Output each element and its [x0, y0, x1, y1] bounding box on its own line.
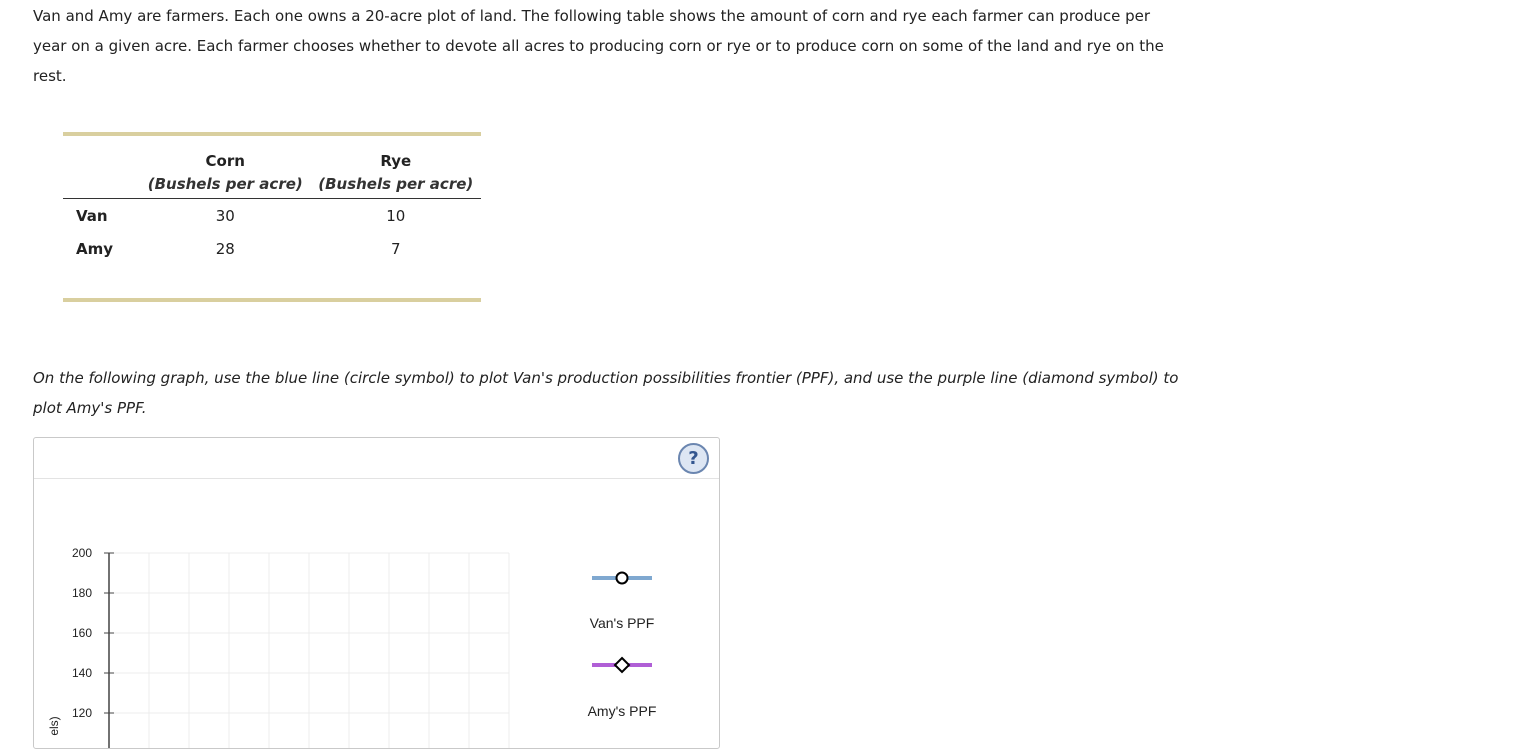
y-axis-label: els): [47, 716, 61, 736]
table-row: [63, 199, 481, 233]
legend-van[interactable]: [590, 573, 655, 632]
col-header-rye: Rye: [380, 152, 412, 170]
amy-ppf-diamond-icon: [615, 658, 629, 672]
cell-van-rye: 10: [386, 206, 406, 225]
col-header-corn: Corn: [205, 152, 245, 170]
production-table: [63, 132, 481, 302]
cell-van-corn: 30: [215, 206, 235, 225]
col-unit-rye: (Bushels per acre): [311, 170, 482, 199]
graph-panel: [33, 437, 720, 749]
table-corner-unit: [63, 170, 140, 199]
table-bottom-rule: [63, 298, 481, 302]
y-axis-ticks: [72, 546, 114, 720]
legend-label-van: Van's PPF: [589, 615, 655, 631]
y-tick-label: 140: [71, 666, 92, 680]
ppf-chart[interactable]: [34, 438, 719, 748]
table-row: [63, 232, 481, 265]
legend-amy[interactable]: [588, 658, 657, 719]
row-label-van: Van: [76, 206, 108, 225]
van-ppf-circle-icon: [617, 573, 628, 584]
graph-instructions: On the following graph, use the blue line (circle symbol) to plot Van's production possibilities frontier (PPF), and use the purple line (diamond symbol) to plot Amy's PPF.: [33, 369, 1179, 417]
chart-grid: [109, 553, 509, 748]
y-tick-label: 200: [71, 546, 92, 560]
table-corner: [63, 136, 140, 170]
help-button[interactable]: ?: [678, 443, 709, 474]
y-tick-label: 180: [71, 586, 92, 600]
row-label-amy: Amy: [76, 239, 114, 258]
intro-paragraph: Van and Amy are farmers. Each one owns a 20-acre plot of land. The following table shows the amount of corn and rye each farmer can produce per year on a given acre. Each farmer chooses whether to devote all acres to producing corn or rye or to produce corn on some of the land and rye on the rest.: [33, 7, 1164, 85]
legend-label-amy: Amy's PPF: [587, 703, 657, 719]
y-tick-label: 120: [71, 706, 92, 720]
col-unit-corn: (Bushels per acre): [140, 170, 311, 199]
cell-amy-corn: 28: [215, 239, 235, 258]
cell-amy-rye: 7: [390, 239, 401, 258]
y-tick-label: 160: [71, 626, 92, 640]
